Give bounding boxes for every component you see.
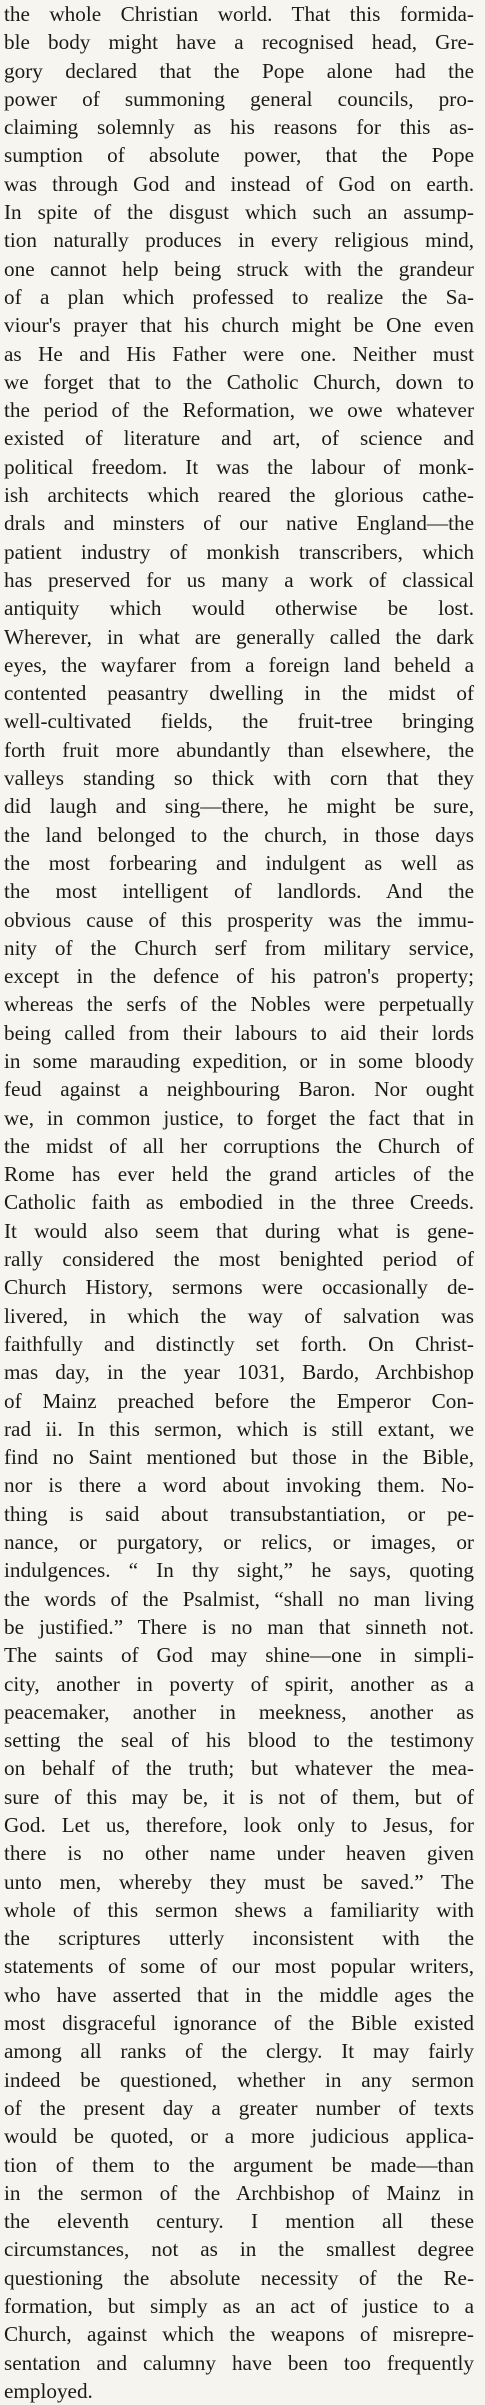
text-line: the eleventh century. I mention all these: [4, 2209, 474, 2234]
text-line: the words of the Psalmist, “shall no man living: [4, 1586, 474, 1611]
text-line: contented peasantry dwelling in the midst of: [4, 681, 474, 706]
text-line: among all ranks of the clergy. It may fairly: [4, 2039, 474, 2064]
text-line: of Mainz preached before the Emperor Con-: [4, 1388, 474, 1413]
text-line: valleys standing so thick with corn that they: [4, 766, 474, 791]
text-line: the scriptures utterly inconsistent with the: [4, 1926, 474, 1951]
text-line: there is no other name under heaven given: [4, 1841, 474, 1866]
text-line: did laugh and sing—there, he might be sure,: [4, 794, 474, 819]
text-line: ble body might have a recognised head, Gre-: [4, 30, 474, 55]
text-line: mas day, in the year 1031, Bardo, Archbishop: [4, 1360, 474, 1385]
text-line: the period of the Reformation, we owe whatever: [4, 398, 474, 423]
text-line: the midst of all her corruptions the Church of: [4, 1133, 474, 1158]
text-line: formation, but simply as an act of justice to a: [4, 2294, 474, 2319]
text-line: power of summoning general councils, pro-: [4, 86, 474, 111]
text-line: well-cultivated fields, the fruit-tree bringing: [4, 709, 474, 734]
text-line: In spite of the disgust which such an assump-: [4, 200, 474, 225]
text-line: statements of some of our most popular writers,: [4, 1954, 474, 1979]
text-line: sumption of absolute power, that the Pope: [4, 143, 474, 168]
text-line: patient industry of monkish transcribers, which: [4, 539, 474, 564]
text-line: gory declared that the Pope alone had the: [4, 58, 474, 83]
text-line: questioning the absolute necessity of the Re-: [4, 2265, 474, 2290]
text-line: being called from their labours to aid their lords: [4, 1020, 474, 1045]
text-line: It would also seem that during what is gene-: [4, 1218, 474, 1243]
text-line: existed of literature and art, of science and: [4, 426, 474, 451]
text-line: viour's prayer that his church might be One even: [4, 313, 474, 338]
text-line: God. Let us, therefore, look only to Jesus, for: [4, 1813, 474, 1837]
text-line: Church History, sermons were occasionally de-: [4, 1275, 474, 1300]
text-line: antiquity which would otherwise be lost.: [4, 596, 474, 621]
text-line: except in the defence of his patron's property;: [4, 964, 474, 989]
text-line: sure of this may be, it is not of them, but of: [4, 1784, 474, 1809]
text-line: who have asserted that in the middle ages the: [4, 1982, 474, 2007]
text-line: feud against a neighbouring Baron. Nor ought: [4, 1077, 474, 1102]
text-line: obvious cause of this prosperity was the immu-: [4, 907, 474, 932]
text-line: rad ii. In this sermon, which is still extant, we: [4, 1416, 474, 1441]
text-line: Catholic faith as embodied in the three Creeds.: [4, 1190, 474, 1215]
text-line: most disgraceful ignorance of the Bible existed: [4, 2011, 474, 2036]
text-line: of the present day a greater number of texts: [4, 2095, 474, 2120]
text-line: one cannot help being struck with the grandeur: [4, 256, 474, 281]
text-line: was through God and instead of God on earth.: [4, 171, 474, 196]
text-line: we, in common justice, to forget the fact that in: [4, 1105, 474, 1130]
text-line: of a plan which professed to realize the Sa-: [4, 284, 474, 309]
text-line: nance, or purgatory, or relics, or images, or: [4, 1530, 474, 1555]
text-line: sentation and calumny have been too frequently: [4, 2350, 474, 2375]
text-line: political freedom. It was the labour of monk-: [4, 454, 474, 479]
text-line: the land belonged to the church, in those days: [4, 822, 474, 847]
text-line: has preserved for us many a work of classical: [4, 567, 474, 592]
text-line: faithfully and distinctly set forth. On Christ-: [4, 1331, 474, 1356]
text-line: thing is said about transubstantiation, or pe-: [4, 1501, 474, 1526]
text-line: livered, in which the way of salvation was: [4, 1303, 474, 1328]
text-line: whereas the serfs of the Nobles were perpetually: [4, 992, 474, 1017]
text-line: eyes, the wayfarer from a foreign land beheld a: [4, 652, 474, 677]
text-line: find no Saint mentioned but those in the Bible,: [4, 1445, 474, 1470]
text-line: Church, against which the weapons of misrepre-: [4, 2322, 474, 2347]
text-line: employed.: [4, 2378, 93, 2403]
text-line: rally considered the most benighted period of: [4, 1247, 474, 1272]
text-line: ish architects which reared the glorious cathe-: [4, 483, 474, 508]
text-line: on behalf of the truth; but whatever the mea-: [4, 1756, 474, 1781]
text-line: indulgences. “ In thy sight,” he says, quoting: [4, 1558, 474, 1583]
text-line: in some marauding expedition, or in some bloody: [4, 1048, 474, 1073]
text-line: claiming solemnly as his reasons for this as-: [4, 115, 474, 140]
text-line: the most forbearing and indulgent as well as: [4, 850, 474, 875]
text-line: setting the seal of his blood to the testimony: [4, 1728, 474, 1753]
text-line: the most intelligent of landlords. And the: [4, 879, 474, 904]
text-line: the whole Christian world. That this formida-: [4, 2, 474, 26]
text-line: tion naturally produces in every religious mind,: [4, 228, 474, 253]
text-line: whole of this sermon shews a familiarity with: [4, 1897, 474, 1922]
text-column: [4, 0, 474, 2405]
text-line: drals and minsters of our native England—the: [4, 511, 474, 536]
text-line: peacemaker, another in meekness, another as: [4, 1699, 474, 1724]
text-line: Rome has ever held the grand articles of the: [4, 1162, 474, 1187]
text-line: The saints of God may shine—one in simpli-: [4, 1643, 474, 1668]
text-line: forth fruit more abundantly than elsewhere, the: [4, 737, 474, 762]
text-line: be justified.” There is no man that sinneth not.: [4, 1614, 474, 1639]
text-line: nity of the Church serf from military service,: [4, 935, 474, 960]
text-line: nor is there a word about invoking them. No-: [4, 1473, 474, 1498]
text-line: unto men, whereby they must be saved.” The: [4, 1869, 474, 1894]
text-line: we forget that to the Catholic Church, down to: [4, 369, 474, 394]
text-line: tion of them to the argument be made—than: [4, 2152, 474, 2177]
text-line: Wherever, in what are generally called the dark: [4, 624, 474, 649]
text-line: indeed be questioned, whether in any sermon: [4, 2067, 474, 2092]
text-line: would be quoted, or a more judicious applica-: [4, 2124, 474, 2149]
text-line: circumstances, not as in the smallest degree: [4, 2237, 474, 2262]
text-line: city, another in poverty of spirit, another as a: [4, 1671, 474, 1696]
text-line: as He and His Father were one. Neither must: [4, 341, 474, 366]
text-line: in the sermon of the Archbishop of Mainz in: [4, 2180, 474, 2205]
